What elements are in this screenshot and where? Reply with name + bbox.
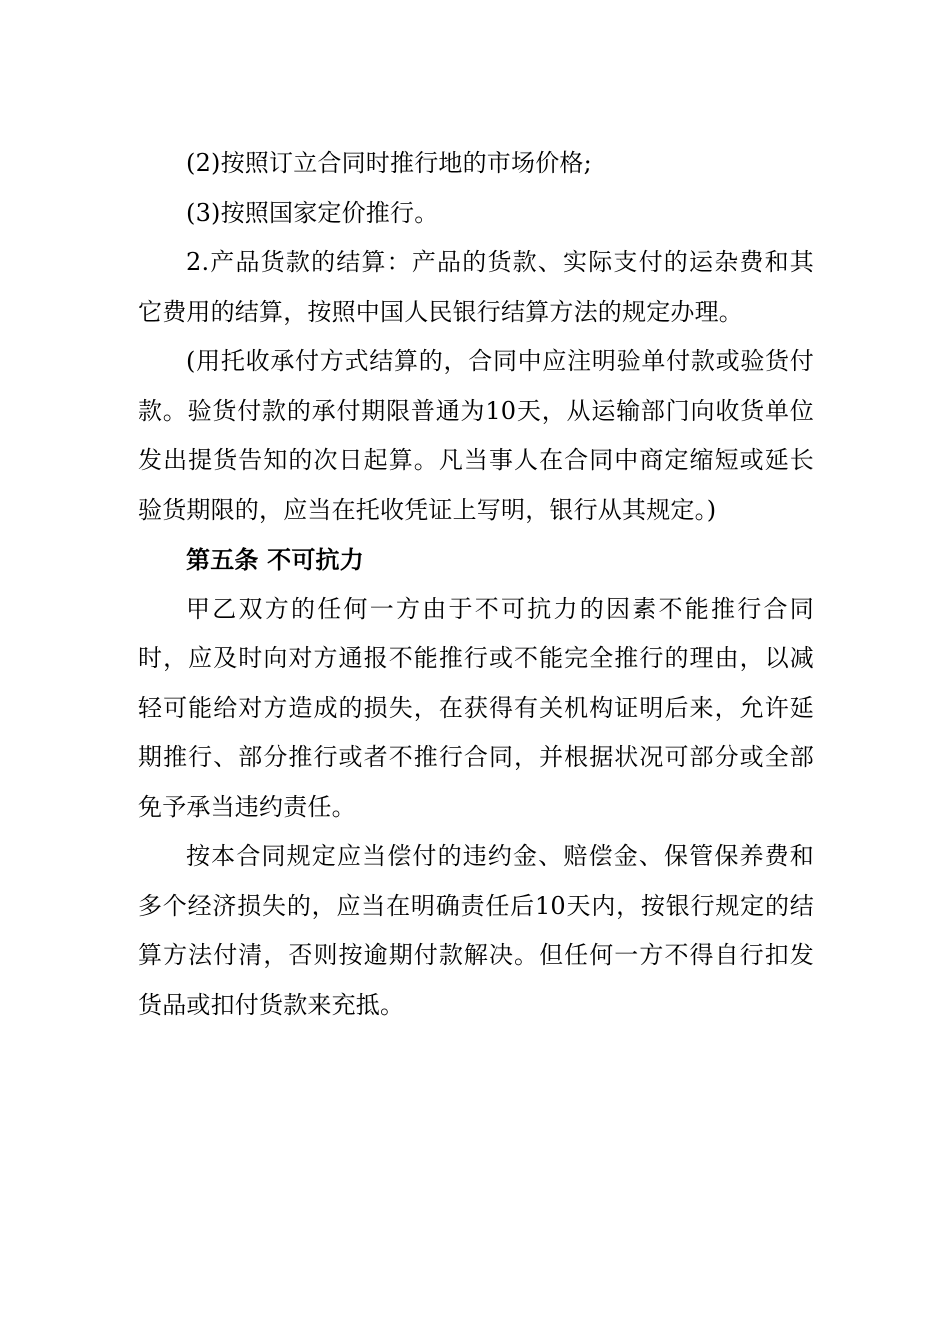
price-clause-2: (2)按照订立合同时推行地的市场价格;: [186, 149, 592, 177]
document-page: [138, 139, 814, 1030]
compensation-paragraph: 按本合同规定应当偿付的违约金、赔偿金、保管保养费和多个经济损失的，应当在明确责任后10天内，按银行规定的结算方法付清，否则按逾期付款解决。但任何一方不得自行扣发货品或扣付货款来充抵。: [138, 842, 814, 1019]
payment-settlement-paragraph: 2.产品货款的结算：产品的货款、实际支付的运杂费和其它费用的结算，按照中国人民银行结算方法的规定办理。: [138, 248, 814, 326]
price-clause-3: (3)按照国家定价推行。: [186, 198, 439, 227]
force-majeure-paragraph: 甲乙双方的任何一方由于不可抗力的因素不能推行合同时，应及时向对方通报不能推行或不能完全推行的理由，以减轻可能给对方造成的损失，在获得有关机构证明后来，允许延期推行、部分推行或者不推行合同，并根据状况可部分或全部免予承当违约责任。: [138, 594, 814, 821]
article-five-heading: 第五条 不可抗力: [186, 545, 364, 574]
collection-acceptance-paragraph: (用托收承付方式结算的，合同中应注明验单付款或验货付款。验货付款的承付期限普通为10天，从运输部门向收货单位发出提货告知的次日起算。凡当事人在合同中商定缩短或延长验货期限的，应当在托收凭证上写明，银行从其规定。): [138, 347, 814, 524]
